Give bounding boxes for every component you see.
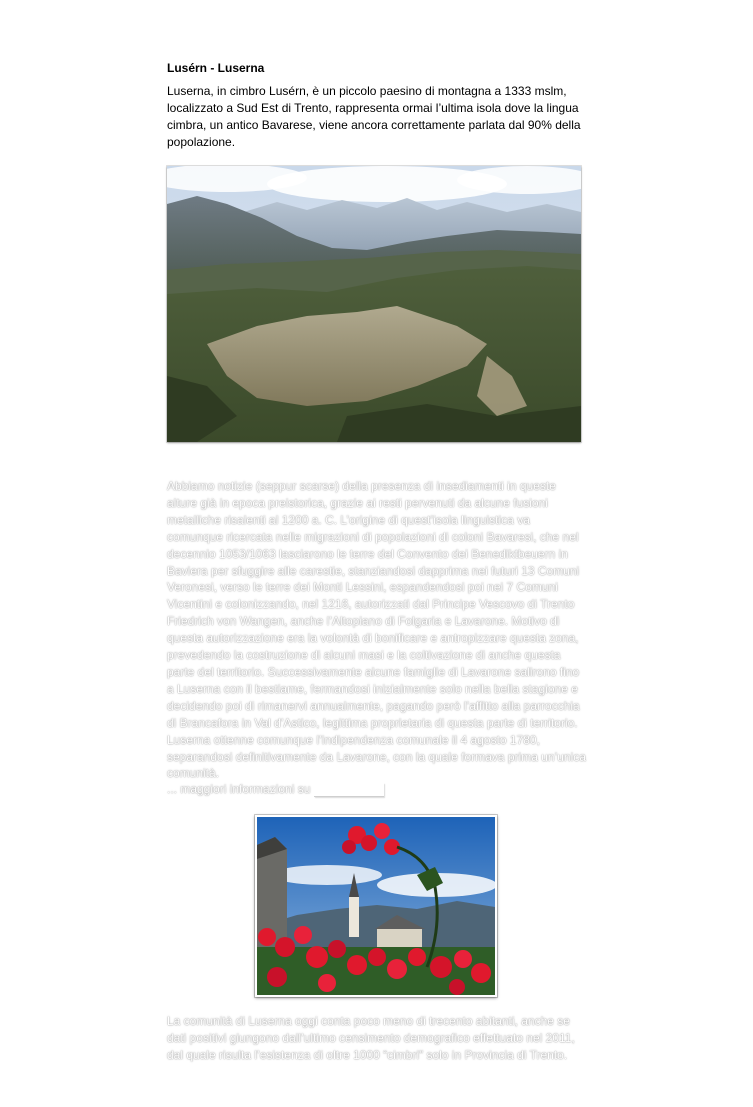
article-title: Lusérn - Luserna: [167, 61, 265, 75]
mountain-valley-photo: [167, 166, 581, 442]
more-info-link[interactable]: [314, 783, 384, 797]
more-info-label: ... maggiori informazioni su: [167, 782, 311, 796]
community-paragraph: La comunità di Luserna oggi conta poco meno di trecento abitanti, anche se dati positivi giungono dall’ultimo censimento demografico effettuato nel 2011, dal quale risulta l’esistenza di oltre 1000 “cimbri” solo in Provincia di Trento.: [167, 1014, 575, 1062]
intro-paragraph: Luserna, in cimbro Lusérn, è un piccolo paesino di montagna a 1333 mslm, localizzato a Sud Est di Trento, rappresenta ormai l’ultima isola dove la lingua cimbra, un antico Bavarese, viene ancora correttamente parlata dal 90% della popolazione.: [167, 84, 581, 149]
history-paragraph: Abbiamo notizie (seppur scarse) della presenza di insediamenti in queste alture già in epoca preistorica, grazie ai resti pervenuti da alcune fusioni metalliche risalenti al 1200 a. C. L’origine di quest’isola linguistica va comunque ricercata nelle migrazioni di popolazioni di coloni Bavaresi, che nel decennio 1053/1063 lasciarono le terre del Convento dei Benediktbeuern in Baviera per sfuggire alle carestie, stanziandosi dapprima nei futuri 13 Comuni Veronesi, verso le terre dei Monti Lessini, espandendosi poi nei 7 Comuni Vicentini e colonizzando, nel 1216, autorizzati dal Principe Vescovo di Trento Friedrich von Wangen, anche l’Altopiano di Folgaria e Lavarone. Motivo di questa autorizzazione era la volontà di bonificare e antropizzare questa zona, prevedendo la costruzione di alcuni masi e la coltivazione di anche questa parte del territorio. Successivamente alcune famiglie di Lavarone salirono fino a Luserna con il bestiame, fermandosi inizialmente solo nella bella stagione e decidendo poi di rimanervi annualmente, pagando però l’affitto alla parrocchia di Brancafora in Val d’Astico, legittima proprietaria di questa parte di territorio. Luserna ottenne comunque l’indipendenza comunale il 4 agosto 1780, separandosi definitivamente da Lavarone, con la quale formava prima un’unica comunità.: [167, 479, 586, 781]
more-info-line: [167, 781, 384, 798]
geranium-church-photo: [255, 815, 497, 997]
